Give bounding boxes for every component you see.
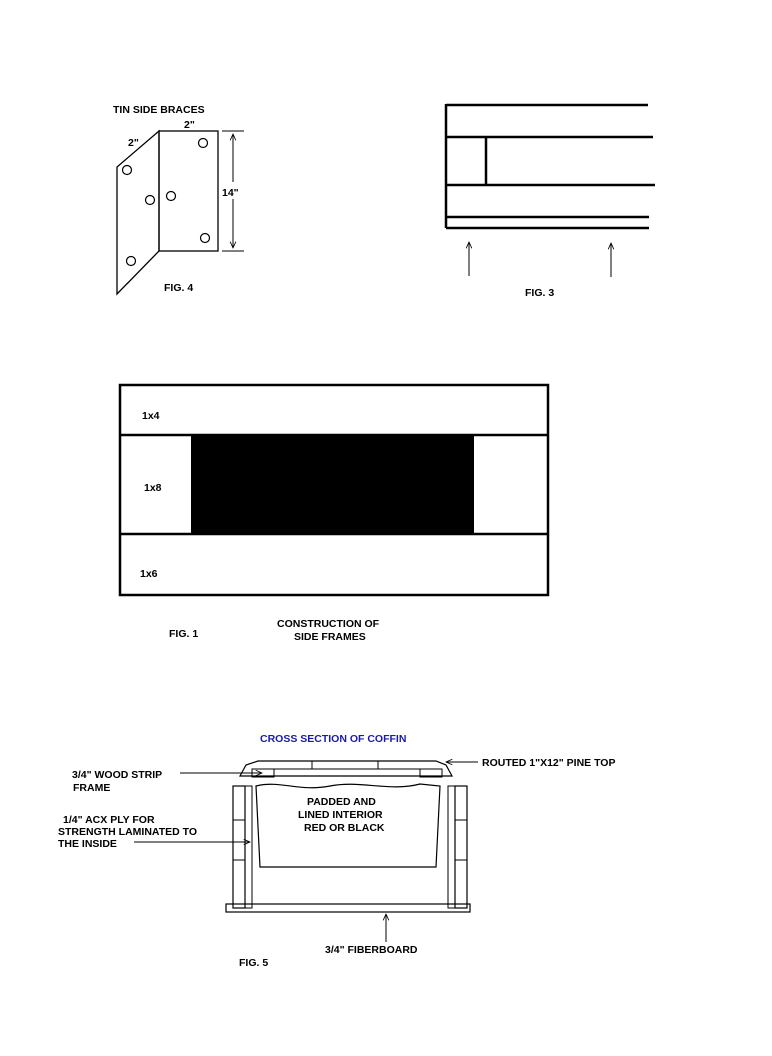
fig5-right-ply <box>448 786 455 908</box>
fig1-side-frames <box>120 385 548 643</box>
fig4-dim-height: 14" <box>222 187 239 199</box>
fig4-caption: FIG. 4 <box>164 282 194 294</box>
fig3-caption: FIG. 3 <box>525 287 555 299</box>
fig4-hole <box>201 234 210 243</box>
fig5-ply-label-line1: 1/4" ACX PLY FOR <box>63 814 155 826</box>
fig4-dim-top: 2" <box>184 119 195 131</box>
fig5-ply-label-line3: THE INSIDE <box>58 838 117 850</box>
fig4-back-plate <box>159 131 218 251</box>
fig1-row-label: 1x4 <box>142 410 160 422</box>
fig5-right-wall <box>455 786 467 908</box>
fig5-strip-label-line1: 3/4" WOOD STRIP <box>72 769 163 781</box>
fig1-row-label: 1x8 <box>144 482 162 494</box>
fig5-base-label: 3/4" FIBERBOARD <box>325 944 418 956</box>
fig1-caption: FIG. 1 <box>169 628 199 640</box>
fig5-top-label: ROUTED 1"X12" PINE TOP <box>482 757 616 769</box>
fig5-strip-label-line2: FRAME <box>73 782 111 794</box>
fig5-title: CROSS SECTION OF COFFIN <box>260 733 407 745</box>
fig3-frame-profile <box>446 104 655 299</box>
fig4-title: TIN SIDE BRACES <box>113 104 205 116</box>
fig4-dim-left: 2" <box>128 137 139 149</box>
fig1-title-line2: SIDE FRAMES <box>294 631 366 643</box>
fig4-hole <box>167 192 176 201</box>
fig4-hole <box>123 166 132 175</box>
fig1-title-line1: CONSTRUCTION OF <box>277 618 380 630</box>
fig5-ply-label-line2: STRENGTH LAMINATED TO <box>58 826 198 838</box>
fig5-fiberboard-base <box>226 904 470 912</box>
fig5-cross-section <box>58 733 615 969</box>
fig4-hole <box>146 196 155 205</box>
fig4-tin-side-braces <box>113 104 244 294</box>
fig1-opening <box>191 435 474 534</box>
fig5-left-ply <box>245 786 252 908</box>
fig5-interior-line1: PADDED AND <box>307 796 376 808</box>
fig4-hole <box>127 257 136 266</box>
fig1-row-label: 1x6 <box>140 568 158 580</box>
fig5-caption: FIG. 5 <box>239 957 269 969</box>
fig5-interior-line2: LINED INTERIOR <box>298 809 383 821</box>
fig5-left-wall <box>233 786 245 908</box>
fig4-hole <box>199 139 208 148</box>
fig4-side-flap <box>117 131 159 294</box>
fig5-interior-line3: RED OR BLACK <box>304 822 385 834</box>
